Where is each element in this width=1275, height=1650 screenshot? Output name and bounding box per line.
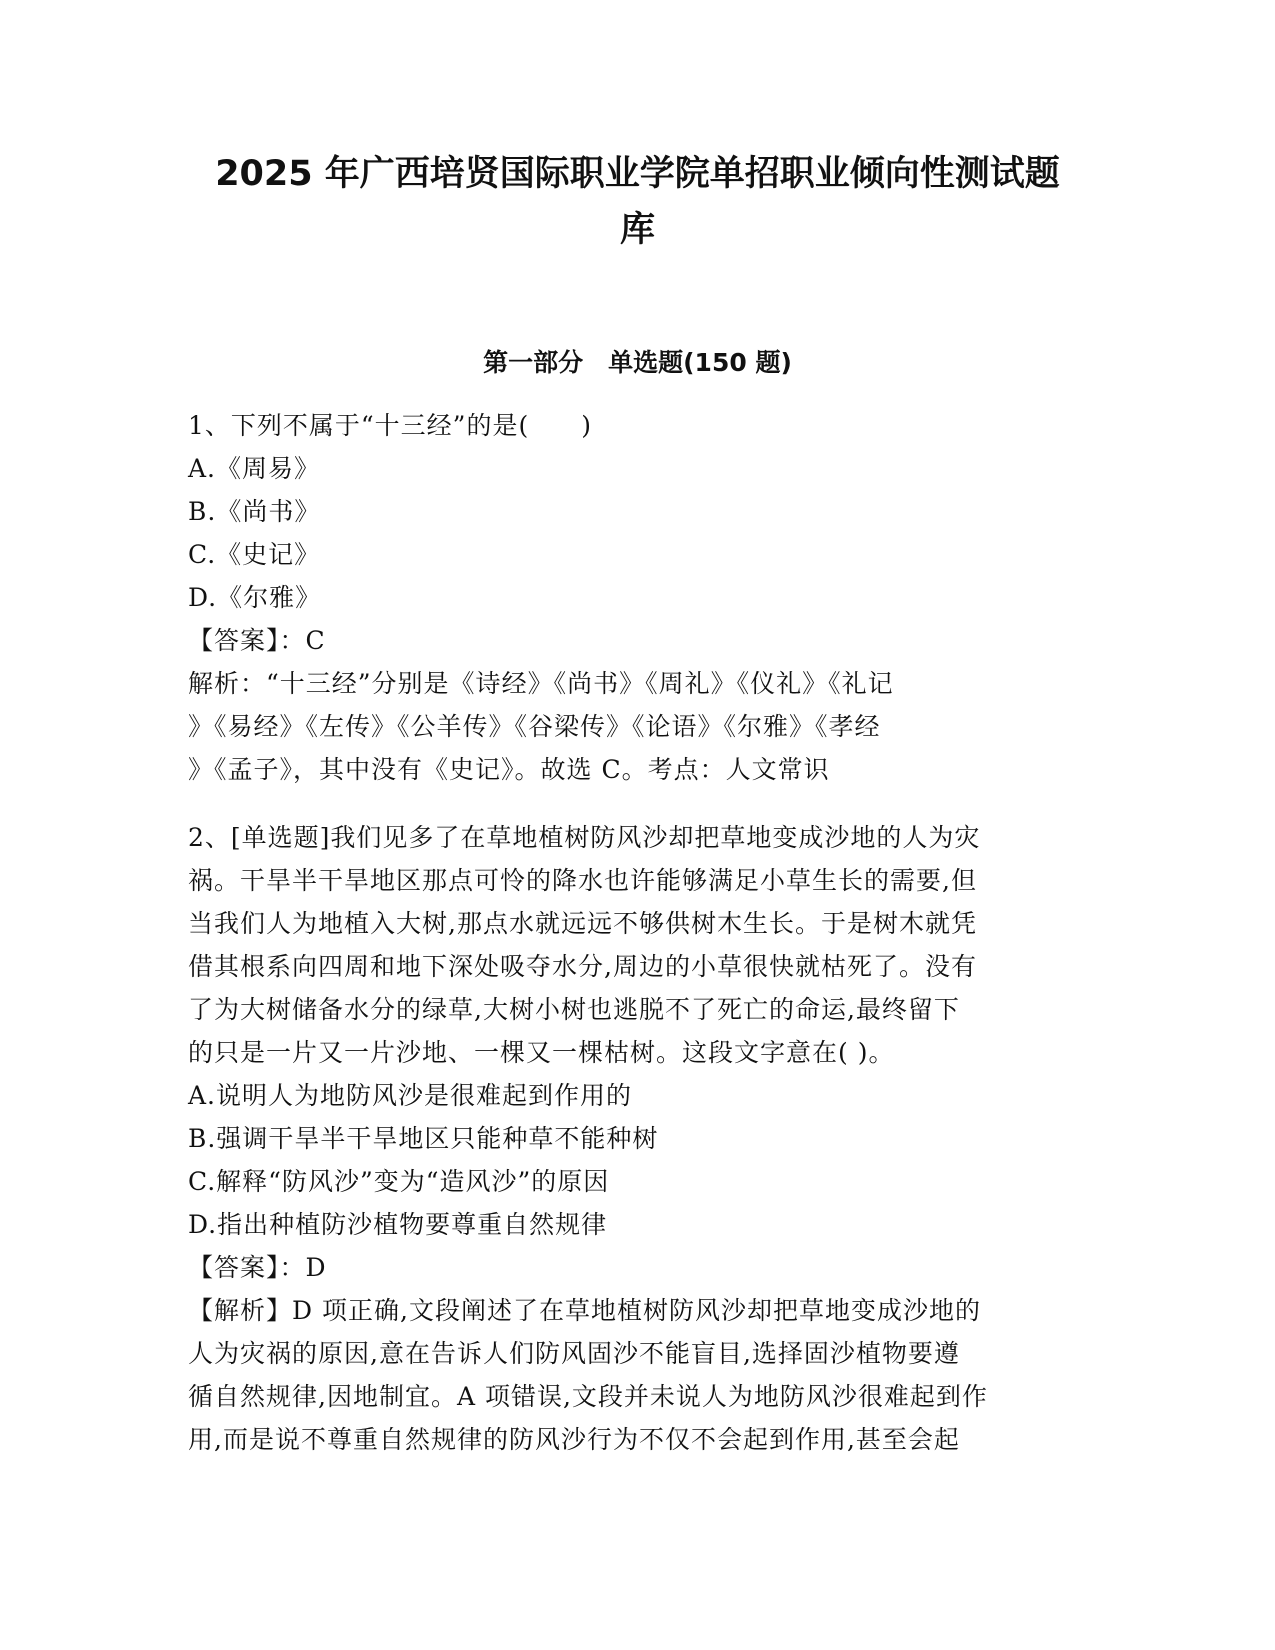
option-b: B.强调干旱半干旱地区只能种草不能种树 bbox=[188, 1124, 659, 1153]
answer-line: 【答案】：C bbox=[188, 626, 326, 655]
question-stem-line: 2、[单选题]我们见多了在草地植树防风沙却把草地变成沙地的人为灾 bbox=[188, 823, 981, 852]
question-stem-line: 当我们人为地植入大树,那点水就远远不够供树木生长。于是树木就凭 bbox=[188, 909, 977, 938]
question-1 bbox=[188, 404, 1088, 791]
document-title bbox=[150, 146, 1125, 258]
option-d: D.指出种植防沙植物要尊重自然规律 bbox=[188, 1210, 608, 1239]
document-title-line-2: 库 bbox=[619, 210, 655, 250]
option-a: A.《周易》 bbox=[188, 454, 321, 483]
option-b: B.《尚书》 bbox=[188, 497, 321, 526]
question-stem-line: 祸。干旱半干旱地区那点可怜的降水也许能够满足小草生长的需要,但 bbox=[188, 866, 977, 895]
document-title-line-1: 2025 年广西培贤国际职业学院单招职业倾向性测试题 bbox=[215, 154, 1060, 194]
analysis-line: 人为灾祸的原因,意在告诉人们防风固沙不能盲目,选择固沙植物要遵 bbox=[188, 1339, 960, 1368]
question-2 bbox=[188, 816, 1088, 1461]
answer-line: 【答案】：D bbox=[188, 1253, 327, 1282]
option-a: A.说明人为地防风沙是很难起到作用的 bbox=[188, 1081, 633, 1110]
question-stem: 1、下列不属于“十三经”的是( ) bbox=[188, 411, 592, 440]
section-title: 第一部分 单选题(150 题) bbox=[483, 348, 792, 377]
question-stem-line: 借其根系向四周和地下深处吸夺水分,周边的小草很快就枯死了。没有 bbox=[188, 952, 977, 981]
option-c: C.解释“防风沙”变为“造风沙”的原因 bbox=[188, 1167, 610, 1196]
analysis-line: 【解析】D 项正确,文段阐述了在草地植树防风沙却把草地变成沙地的 bbox=[188, 1296, 981, 1325]
question-stem-line: 的只是一片又一片沙地、一棵又一棵枯树。这段文字意在( )。 bbox=[188, 1038, 895, 1067]
analysis-line: 解析：“十三经”分别是《诗经》《尚书》《周礼》《仪礼》《礼记 bbox=[188, 669, 894, 698]
analysis-line: 》《易经》《左传》《公羊传》《谷梁传》《论语》《尔雅》《孝经 bbox=[188, 712, 881, 741]
option-d: D.《尔雅》 bbox=[188, 583, 322, 612]
option-c: C.《史记》 bbox=[188, 540, 321, 569]
analysis-line: 》《孟子》，其中没有《史记》。故选 C。考点：人文常识 bbox=[188, 755, 830, 784]
question-stem-line: 了为大树储备水分的绿草,大树小树也逃脱不了死亡的命运,最终留下 bbox=[188, 995, 960, 1024]
analysis-line: 用,而是说不尊重自然规律的防风沙行为不仅不会起到作用,甚至会起 bbox=[188, 1425, 960, 1454]
analysis-line: 循自然规律,因地制宜。A 项错误,文段并未说人为地防风沙很难起到作 bbox=[188, 1382, 988, 1411]
